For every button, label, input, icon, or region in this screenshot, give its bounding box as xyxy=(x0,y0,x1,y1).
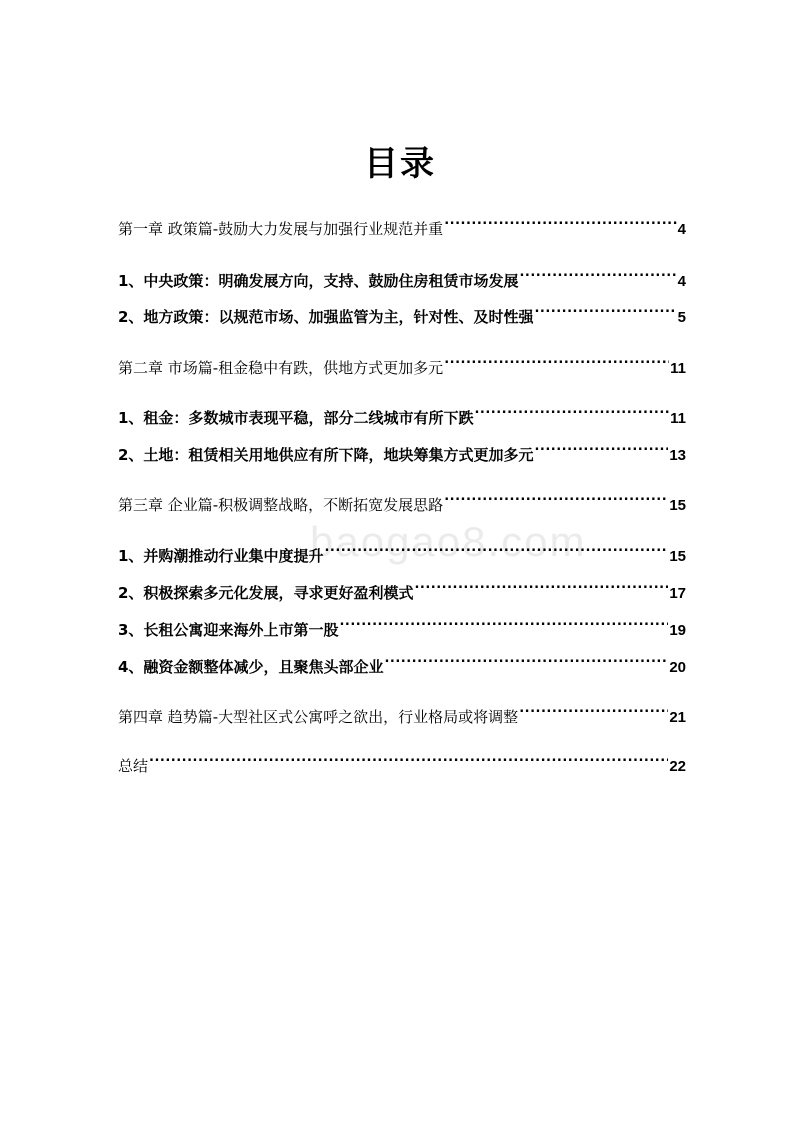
toc-entry-chapter-1[interactable] xyxy=(118,212,686,238)
toc-entry-text: 1、中央政策：明确发展方向，支持、鼓励住房租赁市场发展 xyxy=(118,272,519,290)
toc-entry-section-1-1[interactable] xyxy=(118,264,686,290)
toc-entry-summary[interactable] xyxy=(118,749,686,775)
toc-entry-section-1-2[interactable] xyxy=(118,300,686,326)
toc-page-number: 5 xyxy=(677,309,686,326)
toc-entry-text: 2、地方政策：以规范市场、加强监管为主，针对性、及时性强 xyxy=(118,308,534,326)
toc-page-number: 13 xyxy=(669,447,686,464)
dot-leader xyxy=(444,488,668,510)
toc-page-number: 11 xyxy=(670,360,686,377)
toc-entry-section-2-1[interactable] xyxy=(118,401,686,427)
toc-entry-section-2-2[interactable] xyxy=(118,438,686,464)
dot-leader xyxy=(519,700,668,722)
toc-entry-text: 第一章 政策篇-鼓励大力发展与加强行业规范并重 xyxy=(118,220,444,238)
dot-leader xyxy=(474,401,669,423)
toc-page-number: 11 xyxy=(670,410,686,427)
dot-leader xyxy=(384,650,668,672)
page-title: 目录 xyxy=(364,144,436,184)
dot-leader xyxy=(149,749,668,771)
toc-entry-section-3-3[interactable] xyxy=(118,613,686,639)
toc-entry-section-3-2[interactable] xyxy=(118,576,686,602)
toc-page-number: 22 xyxy=(669,758,686,775)
dot-leader xyxy=(444,351,669,373)
watermark: baogao8.com xyxy=(310,518,587,565)
toc-entry-chapter-2[interactable] xyxy=(118,351,686,377)
toc-entry-text: 2、积极探索多元化发展，寻求更好盈利模式 xyxy=(118,584,414,602)
dot-leader xyxy=(534,300,676,322)
toc-page-number: 15 xyxy=(669,497,686,514)
toc-entry-text: 1、租金：多数城市表现平稳，部分二线城市有所下跌 xyxy=(118,409,474,427)
toc-page-number: 21 xyxy=(669,709,686,726)
toc-entry-text: 总结 xyxy=(118,757,149,775)
toc-page-number: 20 xyxy=(669,659,686,676)
dot-leader xyxy=(414,576,668,598)
toc-page-number: 17 xyxy=(669,585,686,602)
dot-leader xyxy=(444,212,676,234)
toc-entry-text: 第二章 市场篇-租金稳中有跌，供地方式更加多元 xyxy=(118,359,444,377)
toc-entry-chapter-4[interactable] xyxy=(118,700,686,726)
toc-page-number: 4 xyxy=(677,273,686,290)
toc-page-number: 4 xyxy=(677,221,686,238)
toc-page-number: 19 xyxy=(669,622,686,639)
toc-entry-text: 第三章 企业篇-积极调整战略，不断拓宽发展思路 xyxy=(118,496,444,514)
dot-leader xyxy=(534,438,668,460)
toc-entry-chapter-3[interactable] xyxy=(118,488,686,514)
toc-entry-text: 第四章 趋势篇-大型社区式公寓呼之欲出，行业格局或将调整 xyxy=(118,708,519,726)
toc-entry-text: 4、融资金额整体减少，且聚焦头部企业 xyxy=(118,658,384,676)
toc-page-number: 15 xyxy=(669,548,686,565)
dot-leader xyxy=(339,613,668,635)
dot-leader xyxy=(519,264,676,286)
toc-entry-text: 2、土地：租赁相关用地供应有所下降，地块筹集方式更加多元 xyxy=(118,446,534,464)
toc-entry-section-3-4[interactable] xyxy=(118,650,686,676)
toc-entry-text: 3、长租公寓迎来海外上市第一股 xyxy=(118,621,339,639)
toc-entry-text: 1、并购潮推动行业集中度提升 xyxy=(118,547,324,565)
dot-leader xyxy=(324,539,668,561)
